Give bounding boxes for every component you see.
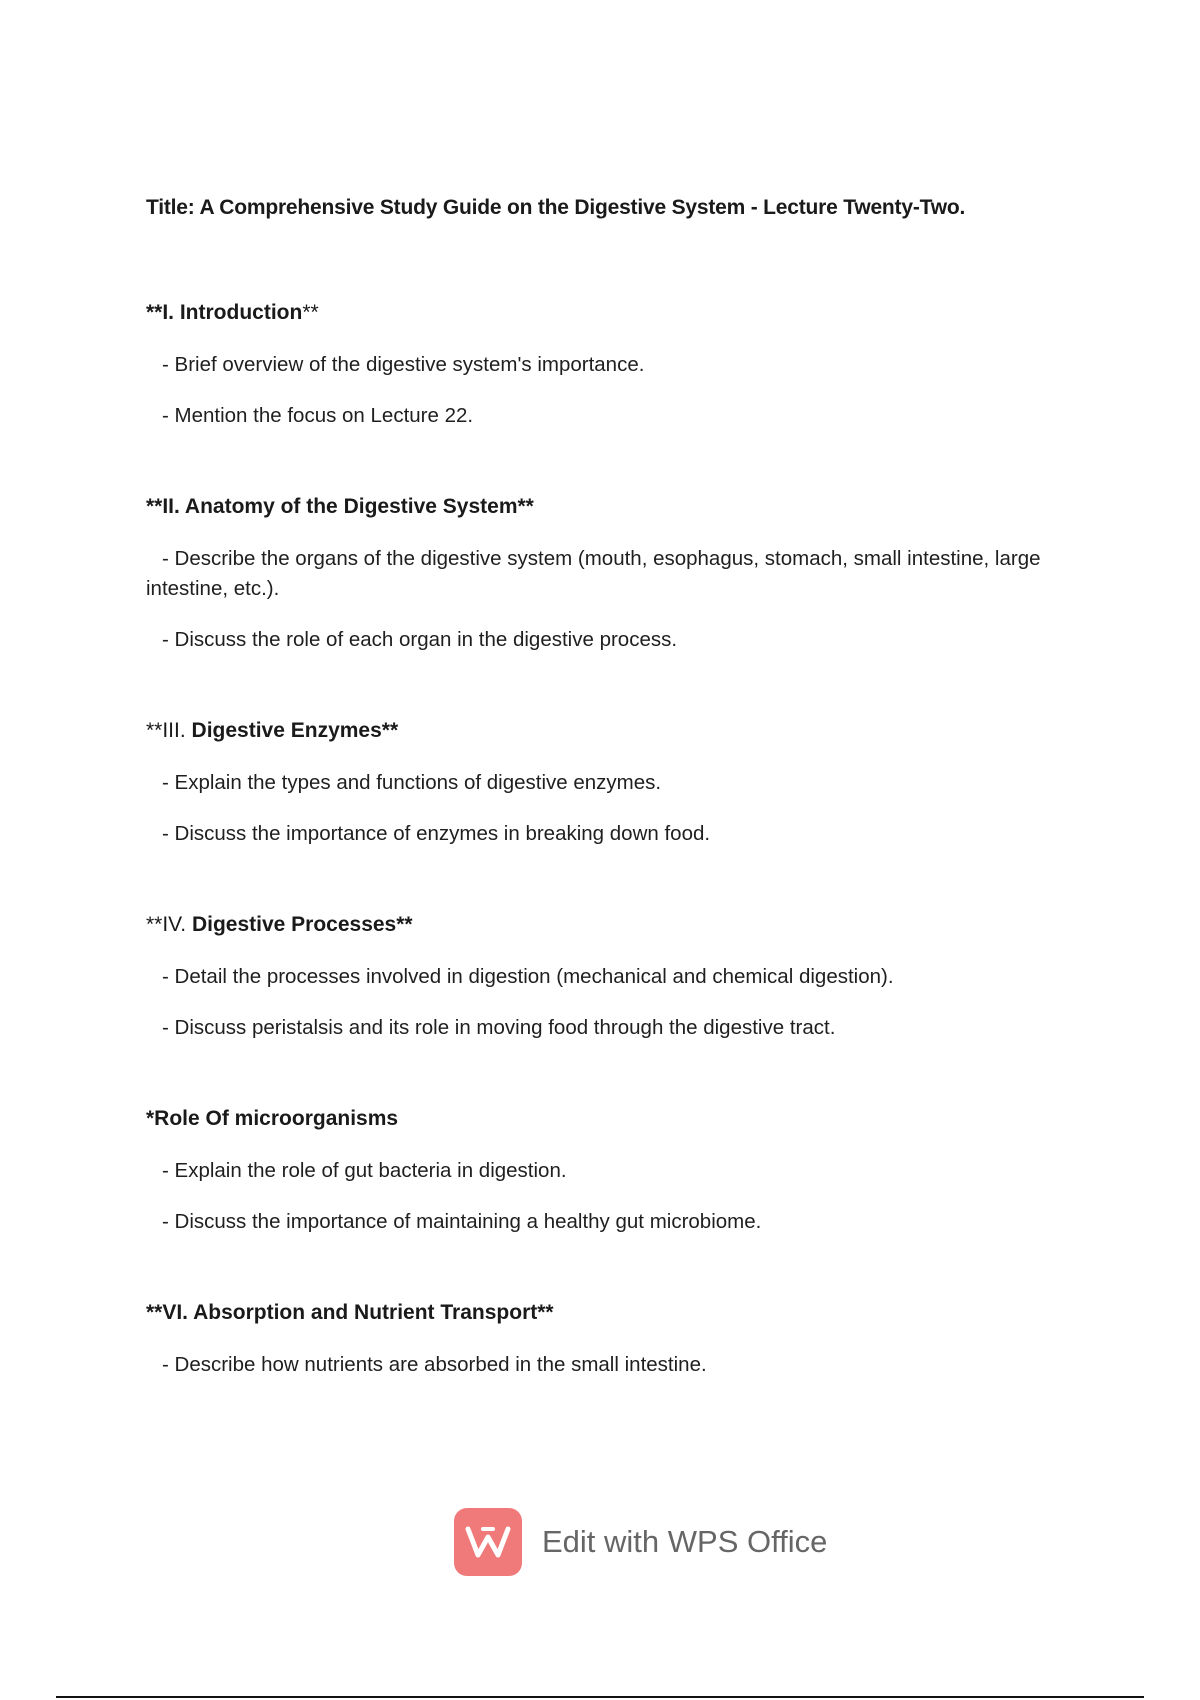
bullet-item: - Explain the types and functions of digestive enzymes. [162,771,662,794]
heading-bold-part: Digestive Processes** [191,913,413,936]
section-heading [146,912,1066,938]
bullet-item: - Discuss the importance of maintaining a healthy gut microbiome. [162,1210,762,1233]
document-body [146,300,1066,1443]
section-enzymes [146,718,1066,849]
section-heading [146,1300,1066,1326]
wps-w-glyph [465,1525,511,1559]
heading-bold-part: **VI. Absorption and Nutrient Transport** [146,1301,554,1324]
section-introduction [146,300,1066,431]
heading-bold-part: Digestive Enzymes** [191,719,399,742]
bullet-item: - Detail the processes involved in digestion (mechanical and chemical digestion). [162,965,894,988]
section-microorganisms [146,1106,1066,1237]
section-processes [146,912,1066,1043]
bullet-item: - Brief overview of the digestive system's importance. [162,353,645,376]
wps-watermark[interactable] [454,1508,827,1576]
heading-normal-part: ** [302,301,319,324]
heading-bold-part: *Role Of microorganisms [146,1107,399,1130]
bullet-item: - Describe how nutrients are absorbed in the small intestine. [162,1353,707,1376]
section-heading [146,300,1066,326]
section-heading [146,718,1066,744]
bullet-item: - Discuss peristalsis and its role in moving food through the digestive tract. [162,1016,836,1039]
wps-watermark-text[interactable]: Edit with WPS Office [542,1524,828,1559]
heading-normal-part: **III. [146,719,192,742]
bullet-item: - Discuss the importance of enzymes in breaking down food. [162,822,711,845]
heading-bold-part: **II. Anatomy of the Digestive System** [146,495,534,518]
heading-bold-part: **I. Introduction [146,301,303,324]
bullet-item: - Discuss the role of each organ in the digestive process. [162,628,678,651]
document-title: Title: A Comprehensive Study Guide on the Digestive System - Lecture Twenty-Two. [146,196,966,219]
heading-normal-part: **IV. [146,913,192,936]
wps-logo-icon [454,1508,522,1576]
section-heading [146,494,1066,520]
section-anatomy [146,494,1066,655]
page-bottom-divider [56,1696,1144,1698]
bullet-item: - Explain the role of gut bacteria in digestion. [162,1159,567,1182]
section-heading [146,1106,1066,1132]
section-absorption [146,1300,1066,1380]
bullet-item: - Describe the organs of the digestive system (mouth, esophagus, stomach, small intestine, large intestine, etc.). [146,547,1041,600]
bullet-item: - Mention the focus on Lecture 22. [162,404,474,427]
